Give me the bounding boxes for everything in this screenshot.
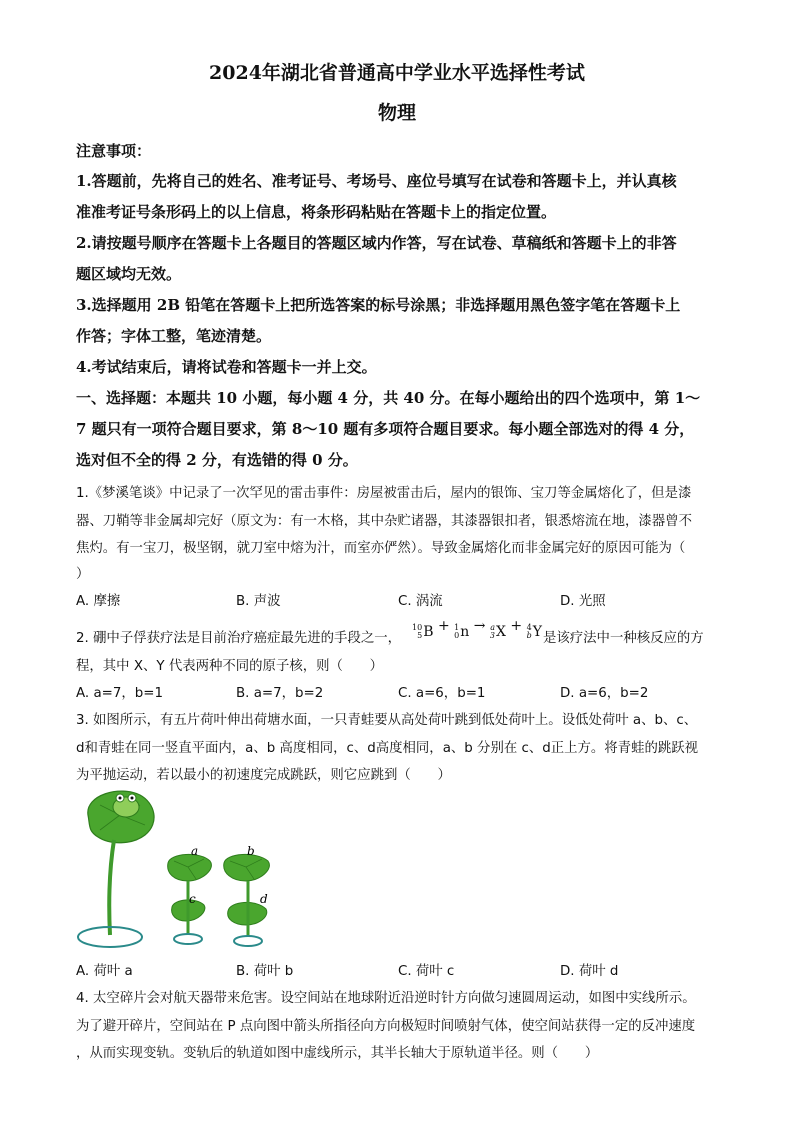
lotus-leaf-d	[228, 881, 267, 946]
nuclear-reaction-equation: 10 5 B + 1 0 n → a 3 X + 4 b Y	[412, 618, 542, 640]
lotus-leaf-a	[168, 854, 212, 881]
question-1-text: 焦灼。有一宝刀，极坚钢，就刀室中熔为汁，而室亦俨然）。导致金属熔化而非金属完好的原因可能为（	[76, 541, 686, 556]
notice-line: 1.答题前，先将自己的姓名、准考证号、考场号、座位号填写在试卷和答题卡上，并认真核	[76, 172, 677, 190]
q2-option-d[interactable]: D. a=6，b=2	[560, 686, 649, 701]
q1-option-c[interactable]: C. 涡流	[398, 594, 443, 609]
question-1-text: ）	[76, 567, 90, 582]
exam-title: 2024年湖北省普通高中学业水平选择性考试	[209, 62, 585, 84]
q2-option-b[interactable]: B. a=7，b=2	[236, 686, 324, 701]
question-1-text: 器、刀鞘等非金属却完好（原文为：有一木格，其中杂贮诸器，其漆器银扣者，银悉熔流在地，漆器曾不	[76, 514, 692, 529]
lotus-frog-diagram	[70, 785, 300, 955]
q3-option-d[interactable]: D. 荷叶 d	[560, 964, 619, 979]
question-3-text: d和青蛙在同一竖直平面内，a、b 高度相同，c、d高度相同，a、b 分别在 c、d正上方。将青蛙的跳跃视	[76, 741, 699, 756]
subject-title: 物理	[377, 102, 416, 124]
question-4-text: 4. 太空碎片会对航天器带来危害。设空间站在地球附近沿逆时针方向做匀速圆周运动，如图中实线所示。	[76, 991, 696, 1006]
notice-line: 作答；字体工整，笔迹清楚。	[76, 327, 272, 345]
lotus-leaf-b	[224, 854, 270, 881]
question-2-text: 是该疗法中一种核反应的方	[543, 631, 704, 646]
question-3-text: 3. 如图所示，有五片荷叶伸出荷塘水面，一只青蛙要从高处荷叶跳到低处荷叶上。设低处荷叶 a、b、c、	[76, 713, 698, 728]
q2-option-c[interactable]: C. a=6，b=1	[398, 686, 486, 701]
q1-option-d[interactable]: D. 光照	[560, 594, 606, 609]
section-instruction: 7 题只有一项符合题目要求，第 8～10 题有多项符合题目要求。每小题全部选对的得 4 分，	[76, 420, 695, 438]
q3-option-c[interactable]: C. 荷叶 c	[398, 964, 455, 979]
lotus-leaf-c	[172, 881, 205, 944]
question-2-text: 2. 硼中子俘获疗法是目前治疗癌症最先进的手段之一，	[76, 631, 402, 646]
frog-icon	[113, 794, 139, 817]
notice-heading: 注意事项：	[76, 142, 152, 160]
q2-option-a[interactable]: A. a=7，b=1	[76, 686, 164, 701]
question-2-text: 程，其中 X、Y 代表两种不同的原子核，则（ ）	[76, 659, 384, 674]
leaf-label-c: c	[189, 892, 196, 906]
q1-option-b[interactable]: B. 声波	[236, 594, 281, 609]
question-3-text: 为平抛运动，若以最小的初速度完成跳跃，则它应跳到（ ）	[76, 768, 451, 783]
leaf-label-d: d	[260, 892, 268, 906]
notice-line: 准准考证号条形码上的以上信息，将条形码粘贴在答题卡上的指定位置。	[76, 203, 557, 221]
q3-option-b[interactable]: B. 荷叶 b	[236, 964, 294, 979]
leaf-label-b: b	[247, 844, 255, 858]
high-lotus-leaf	[78, 791, 154, 947]
notice-line: 3.选择题用 2B 铅笔在答题卡上把所选答案的标号涂黑；非选择题用黑色签字笔在答题卡上	[76, 296, 681, 314]
question-4-text: ，从而实现变轨。变轨后的轨道如图中虚线所示，其半长轴大于原轨道半径。则（ ）	[76, 1046, 599, 1061]
notice-line: 2.请按题号顺序在答题卡上各题目的答题区域内作答，写在试卷、草稿纸和答题卡上的非答	[76, 234, 677, 252]
notice-line: 4.考试结束后，请将试卷和答题卡一并上交。	[76, 358, 377, 376]
leaf-label-a: a	[191, 844, 199, 858]
q1-option-a[interactable]: A. 摩擦	[76, 594, 121, 609]
section-instruction: 一、选择题：本题共 10 小题，每小题 4 分，共 40 分。在每小题给出的四个选项中，第 1～	[76, 389, 701, 407]
q3-option-a[interactable]: A. 荷叶 a	[76, 964, 133, 979]
notice-line: 题区域均无效。	[76, 265, 182, 283]
question-4-text: 为了避开碎片，空间站在 P 点向图中箭头所指径向方向极短时间喷射气体，使空间站获得一定的反冲速度	[76, 1019, 696, 1034]
question-1-text: 1.《梦溪笔谈》中记录了一次罕见的雷击事件：房屋被雷击后，屋内的银饰、宝刀等金属熔化了，但是漆	[76, 486, 692, 501]
section-instruction: 选对但不全的得 2 分，有选错的得 0 分。	[76, 451, 358, 469]
